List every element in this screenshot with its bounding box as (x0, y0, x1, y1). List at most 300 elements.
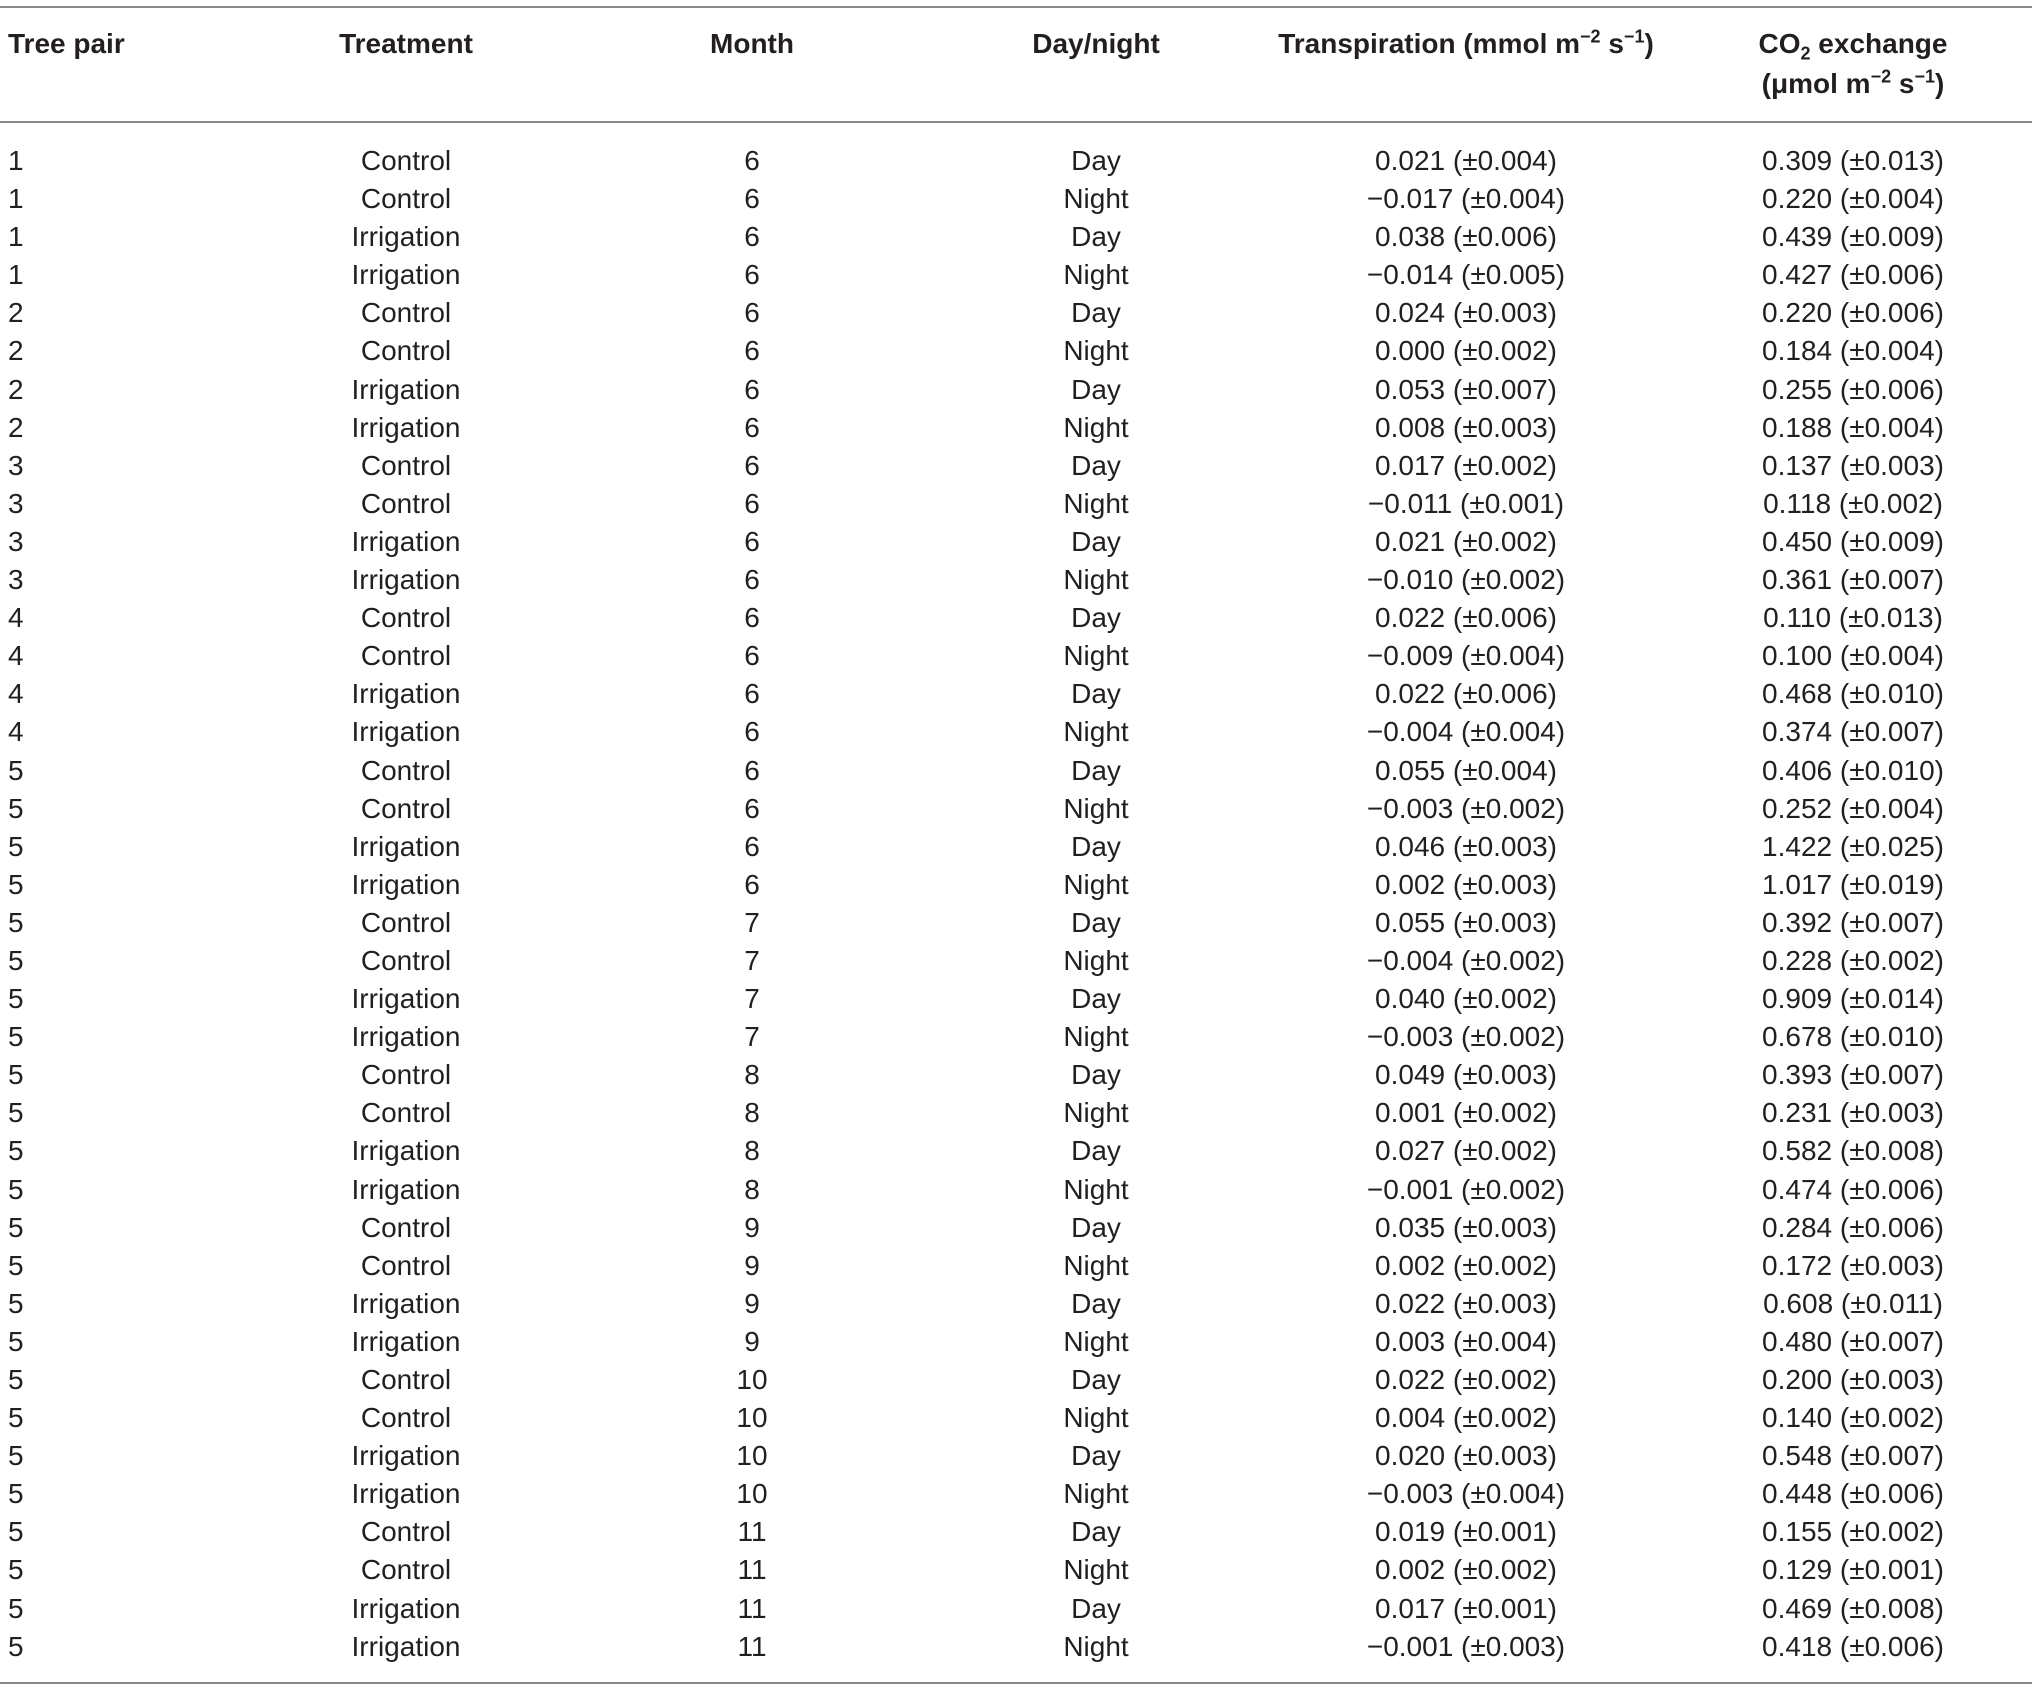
cell-month: 6 (744, 678, 760, 710)
cell-month: 6 (744, 564, 760, 596)
header-co2-line2 (1759, 64, 1948, 104)
table-row (0, 1628, 2032, 1666)
cell-co2-exchange: 0.155 (±0.002) (1762, 1516, 1944, 1548)
cell-tree-pair: 5 (8, 1440, 24, 1472)
cell-month: 7 (744, 1021, 760, 1053)
cell-tree-pair: 5 (8, 830, 24, 862)
cell-month: 9 (744, 1287, 760, 1319)
cell-month: 11 (737, 1592, 767, 1624)
cell-treatment: Irrigation (351, 1173, 461, 1205)
cell-treatment: Irrigation (351, 259, 461, 291)
cell-treatment: Control (360, 754, 452, 786)
header-transpiration-exp1: −2 (1580, 26, 1601, 47)
cell-tree-pair: 5 (8, 792, 24, 824)
cell-tree-pair: 4 (8, 640, 24, 672)
cell-treatment: Control (360, 640, 452, 672)
table-row (0, 256, 2032, 294)
cell-tree-pair: 5 (8, 906, 24, 938)
cell-treatment: Irrigation (351, 1021, 461, 1053)
cell-tree-pair: 1 (8, 221, 24, 253)
cell-treatment: Control (360, 1249, 452, 1281)
cell-transpiration: −0.009 (±0.004) (1366, 640, 1566, 672)
cell-day-night: Day (1071, 297, 1121, 329)
cell-co2-exchange: 0.439 (±0.009) (1762, 221, 1944, 253)
cell-month: 6 (744, 449, 760, 481)
table-row (0, 409, 2032, 447)
cell-transpiration: 0.055 (±0.004) (1375, 754, 1557, 786)
header-co2-unit-mid: s (1891, 68, 1915, 99)
cell-transpiration: 0.027 (±0.002) (1375, 1135, 1557, 1167)
cell-month: 6 (744, 525, 760, 557)
cell-treatment: Irrigation (351, 373, 461, 405)
table-row (0, 828, 2032, 866)
cell-month: 6 (744, 259, 760, 291)
cell-tree-pair: 5 (8, 1554, 24, 1586)
cell-co2-exchange: 0.220 (±0.006) (1762, 297, 1944, 329)
cell-transpiration: 0.001 (±0.002) (1375, 1097, 1557, 1129)
cell-day-night: Night (1063, 1630, 1129, 1662)
cell-month: 6 (744, 335, 760, 367)
cell-day-night: Night (1063, 183, 1129, 215)
table-row (0, 675, 2032, 713)
cell-co2-exchange: 0.468 (±0.010) (1762, 678, 1944, 710)
table-row (0, 523, 2032, 561)
cell-day-night: Day (1071, 449, 1121, 481)
table-row (0, 1209, 2032, 1247)
header-co2-prefix: CO (1758, 28, 1801, 59)
cell-treatment: Irrigation (351, 1630, 461, 1662)
cell-co2-exchange: 0.100 (±0.004) (1762, 640, 1944, 672)
cell-co2-exchange: 0.220 (±0.004) (1762, 183, 1944, 215)
cell-tree-pair: 5 (8, 868, 24, 900)
header-month: Month (710, 28, 794, 59)
cell-transpiration: 0.035 (±0.003) (1375, 1211, 1557, 1243)
header-co2-unit-exp1: −2 (1870, 66, 1892, 87)
cell-transpiration: 0.008 (±0.003) (1375, 411, 1557, 443)
header-co2-sub: 2 (1800, 43, 1811, 64)
cell-transpiration: 0.022 (±0.006) (1375, 602, 1557, 634)
cell-tree-pair: 5 (8, 1249, 24, 1281)
cell-treatment: Control (360, 602, 452, 634)
table-row (0, 637, 2032, 675)
table-row (0, 1590, 2032, 1628)
cell-co2-exchange: 0.450 (±0.009) (1762, 525, 1944, 557)
header-transpiration-mid: s (1600, 28, 1624, 59)
cell-month: 8 (744, 1097, 760, 1129)
cell-transpiration: 0.055 (±0.003) (1375, 906, 1557, 938)
cell-transpiration: 0.038 (±0.006) (1375, 221, 1557, 253)
cell-month: 10 (736, 1478, 768, 1510)
cell-month: 6 (744, 830, 760, 862)
cell-co2-exchange: 1.017 (±0.019) (1762, 868, 1944, 900)
header-treatment: Treatment (339, 28, 473, 59)
cell-treatment: Control (360, 1059, 452, 1091)
table-row (0, 1094, 2032, 1132)
table-row (0, 1018, 2032, 1056)
cell-transpiration: 0.017 (±0.002) (1375, 449, 1557, 481)
cell-tree-pair: 5 (8, 1173, 24, 1205)
cell-month: 10 (736, 1364, 768, 1395)
cell-month: 6 (744, 640, 760, 672)
cell-transpiration: −0.014 (±0.005) (1366, 259, 1566, 291)
table-row (0, 1247, 2032, 1285)
header-co2-line1 (1759, 24, 1948, 64)
cell-month: 11 (737, 1554, 767, 1586)
table-row (0, 1437, 2032, 1475)
header-co2-unit-exp2: −1 (1914, 66, 1935, 87)
cell-transpiration: 0.002 (±0.002) (1375, 1249, 1557, 1281)
cell-co2-exchange: 0.110 (±0.013) (1763, 602, 1943, 634)
cell-transpiration: 0.021 (±0.004) (1375, 145, 1557, 176)
cell-co2-exchange: 0.678 (±0.010) (1762, 1021, 1944, 1053)
cell-day-night: Day (1071, 1211, 1121, 1243)
cell-day-night: Day (1071, 754, 1121, 786)
cell-tree-pair: 5 (8, 944, 24, 976)
cell-transpiration: −0.004 (±0.002) (1366, 944, 1566, 976)
cell-day-night: Day (1071, 145, 1121, 176)
cell-day-night: Night (1063, 487, 1129, 519)
cell-transpiration: −0.003 (±0.002) (1366, 792, 1566, 824)
table-row (0, 980, 2032, 1018)
table-row (0, 904, 2032, 942)
cell-month: 6 (744, 754, 760, 786)
cell-day-night: Night (1063, 716, 1129, 748)
table-row (0, 142, 2032, 180)
cell-month: 10 (736, 1402, 768, 1434)
cell-month: 9 (744, 1211, 760, 1243)
header-day-night: Day/night (1032, 28, 1160, 59)
cell-day-night: Night (1063, 944, 1129, 976)
cell-transpiration: 0.022 (±0.003) (1375, 1287, 1557, 1319)
table-row (0, 218, 2032, 256)
cell-month: 6 (744, 792, 760, 824)
cell-day-night: Day (1071, 1364, 1121, 1395)
cell-treatment: Control (360, 1211, 452, 1243)
table-row (0, 1323, 2032, 1361)
cell-transpiration: 0.019 (±0.001) (1375, 1516, 1557, 1548)
cell-treatment: Irrigation (351, 868, 461, 900)
cell-co2-exchange: 0.188 (±0.004) (1762, 411, 1944, 443)
cell-tree-pair: 2 (8, 411, 24, 443)
cell-co2-exchange: 0.184 (±0.004) (1762, 335, 1944, 367)
cell-day-night: Day (1071, 678, 1121, 710)
cell-month: 7 (744, 906, 760, 938)
cell-co2-exchange: 0.172 (±0.003) (1762, 1249, 1944, 1281)
header-transpiration (1278, 24, 1654, 64)
header-transpiration-text: Transpiration (mmol m (1278, 28, 1581, 59)
cell-day-night: Day (1071, 221, 1121, 253)
header-co2-unit-end: ) (1935, 68, 1945, 99)
cell-day-night: Day (1071, 1287, 1121, 1319)
cell-day-night: Night (1063, 1402, 1129, 1434)
cell-month: 9 (744, 1249, 760, 1281)
cell-tree-pair: 5 (8, 1059, 24, 1091)
cell-tree-pair: 1 (8, 259, 24, 291)
cell-month: 8 (744, 1173, 760, 1205)
header-transpiration-exp2: −1 (1623, 26, 1645, 47)
table-row (0, 1551, 2032, 1589)
cell-treatment: Irrigation (351, 1478, 461, 1510)
cell-treatment: Control (360, 183, 452, 215)
cell-transpiration: 0.020 (±0.003) (1375, 1440, 1557, 1472)
cell-treatment: Control (360, 1364, 452, 1395)
table-row (0, 447, 2032, 485)
cell-day-night: Night (1063, 411, 1129, 443)
cell-treatment: Irrigation (351, 411, 461, 443)
table-row (0, 180, 2032, 218)
cell-co2-exchange: 0.255 (±0.006) (1762, 373, 1944, 405)
table-row (0, 1399, 2032, 1437)
table-row (0, 713, 2032, 751)
cell-co2-exchange: 0.284 (±0.006) (1762, 1211, 1944, 1243)
header-tree-pair: Tree pair (8, 28, 125, 59)
cell-month: 6 (744, 297, 760, 329)
cell-transpiration: 0.021 (±0.002) (1375, 525, 1557, 557)
cell-month: 11 (737, 1630, 767, 1662)
cell-day-night: Day (1071, 1059, 1121, 1091)
cell-month: 6 (744, 221, 760, 253)
cell-day-night: Day (1071, 1592, 1121, 1624)
table-top-rule (0, 6, 2032, 8)
cell-co2-exchange: 0.608 (±0.011) (1763, 1287, 1943, 1319)
cell-treatment: Control (360, 944, 452, 976)
table-row (0, 1171, 2032, 1209)
table-row (0, 1056, 2032, 1094)
cell-day-night: Night (1063, 868, 1129, 900)
cell-transpiration: −0.017 (±0.004) (1366, 183, 1566, 215)
cell-transpiration: −0.011 (±0.001) (1367, 487, 1565, 519)
cell-month: 7 (744, 944, 760, 976)
cell-day-night: Day (1071, 373, 1121, 405)
cell-day-night: Night (1063, 335, 1129, 367)
cell-day-night: Day (1071, 525, 1121, 557)
table-row (0, 1132, 2032, 1170)
cell-tree-pair: 5 (8, 1325, 24, 1357)
table-bottom-rule (0, 1682, 2032, 1684)
cell-tree-pair: 3 (8, 449, 24, 481)
table-header-rule (0, 121, 2032, 123)
cell-treatment: Irrigation (351, 716, 461, 748)
cell-treatment: Control (360, 1402, 452, 1434)
cell-transpiration: −0.003 (±0.002) (1366, 1021, 1566, 1053)
cell-treatment: Irrigation (351, 1592, 461, 1624)
cell-day-night: Night (1063, 564, 1129, 596)
cell-co2-exchange: 0.309 (±0.013) (1762, 145, 1944, 176)
cell-tree-pair: 5 (8, 1287, 24, 1319)
cell-co2-exchange: 0.392 (±0.007) (1762, 906, 1944, 938)
cell-tree-pair: 3 (8, 564, 24, 596)
cell-day-night: Night (1063, 1097, 1129, 1129)
table-row (0, 790, 2032, 828)
cell-treatment: Control (360, 1554, 452, 1586)
table-body (0, 142, 2032, 1666)
cell-co2-exchange: 0.228 (±0.002) (1762, 944, 1944, 976)
cell-transpiration: −0.003 (±0.004) (1366, 1478, 1566, 1510)
cell-tree-pair: 5 (8, 1516, 24, 1548)
cell-tree-pair: 5 (8, 1630, 24, 1662)
table-row (0, 294, 2032, 332)
cell-transpiration: 0.002 (±0.003) (1375, 868, 1557, 900)
cell-day-night: Night (1063, 792, 1129, 824)
cell-tree-pair: 4 (8, 678, 24, 710)
cell-month: 6 (744, 145, 760, 176)
cell-month: 6 (744, 487, 760, 519)
cell-transpiration: 0.040 (±0.002) (1375, 983, 1557, 1015)
cell-co2-exchange: 0.200 (±0.003) (1762, 1364, 1944, 1395)
table-row (0, 866, 2032, 904)
cell-transpiration: −0.010 (±0.002) (1366, 564, 1566, 596)
cell-day-night: Day (1071, 830, 1121, 862)
cell-transpiration: 0.004 (±0.002) (1375, 1402, 1557, 1434)
cell-month: 6 (744, 716, 760, 748)
table-row (0, 332, 2032, 370)
cell-transpiration: −0.001 (±0.003) (1366, 1630, 1566, 1662)
table-row (0, 371, 2032, 409)
table-row (0, 1285, 2032, 1323)
cell-co2-exchange: 0.137 (±0.003) (1762, 449, 1944, 481)
cell-treatment: Irrigation (351, 1287, 461, 1319)
cell-month: 10 (736, 1440, 768, 1472)
cell-tree-pair: 5 (8, 1135, 24, 1167)
cell-month: 8 (744, 1059, 760, 1091)
cell-tree-pair: 2 (8, 297, 24, 329)
header-transpiration-end: ) (1644, 28, 1654, 59)
cell-tree-pair: 4 (8, 716, 24, 748)
cell-treatment: Irrigation (351, 525, 461, 557)
cell-co2-exchange: 0.548 (±0.007) (1762, 1440, 1944, 1472)
cell-month: 6 (744, 183, 760, 215)
cell-month: 6 (744, 411, 760, 443)
table-row (0, 1513, 2032, 1551)
cell-co2-exchange: 0.231 (±0.003) (1762, 1097, 1944, 1129)
cell-treatment: Irrigation (351, 1440, 461, 1472)
cell-tree-pair: 5 (8, 1402, 24, 1434)
cell-treatment: Control (360, 297, 452, 329)
cell-co2-exchange: 0.469 (±0.008) (1762, 1592, 1944, 1624)
cell-treatment: Control (360, 145, 452, 176)
cell-treatment: Control (360, 792, 452, 824)
cell-transpiration: 0.022 (±0.002) (1375, 1364, 1557, 1395)
cell-tree-pair: 5 (8, 1478, 24, 1510)
cell-treatment: Irrigation (351, 830, 461, 862)
cell-treatment: Control (360, 487, 452, 519)
cell-month: 6 (744, 373, 760, 405)
cell-tree-pair: 5 (8, 1592, 24, 1624)
cell-treatment: Irrigation (351, 678, 461, 710)
cell-transpiration: −0.001 (±0.002) (1366, 1173, 1566, 1205)
cell-transpiration: −0.004 (±0.004) (1366, 716, 1566, 748)
cell-day-night: Day (1071, 906, 1121, 938)
cell-treatment: Control (360, 449, 452, 481)
cell-day-night: Night (1063, 640, 1129, 672)
cell-treatment: Control (360, 1097, 452, 1129)
table-row (0, 1361, 2032, 1399)
cell-day-night: Night (1063, 1554, 1129, 1586)
cell-co2-exchange: 0.474 (±0.006) (1762, 1173, 1944, 1205)
header-co2-unit: (μmol m (1761, 68, 1871, 99)
cell-treatment: Irrigation (351, 1325, 461, 1357)
cell-treatment: Irrigation (351, 564, 461, 596)
cell-co2-exchange: 0.480 (±0.007) (1762, 1325, 1944, 1357)
cell-treatment: Control (360, 1516, 452, 1548)
cell-tree-pair: 5 (8, 983, 24, 1015)
cell-month: 11 (737, 1516, 767, 1548)
cell-co2-exchange: 0.361 (±0.007) (1762, 564, 1944, 596)
cell-treatment: Irrigation (351, 221, 461, 253)
cell-transpiration: 0.046 (±0.003) (1375, 830, 1557, 862)
cell-co2-exchange: 0.427 (±0.006) (1762, 259, 1944, 291)
table-row (0, 752, 2032, 790)
cell-day-night: Day (1071, 983, 1121, 1015)
cell-co2-exchange: 0.448 (±0.006) (1762, 1478, 1944, 1510)
table-row (0, 942, 2032, 980)
table-row (0, 1475, 2032, 1513)
cell-treatment: Control (360, 906, 452, 938)
cell-transpiration: 0.002 (±0.002) (1375, 1554, 1557, 1586)
table-row (0, 561, 2032, 599)
cell-co2-exchange: 0.393 (±0.007) (1762, 1059, 1944, 1091)
cell-co2-exchange: 0.582 (±0.008) (1762, 1135, 1944, 1167)
cell-day-night: Day (1071, 1135, 1121, 1167)
cell-tree-pair: 5 (8, 1021, 24, 1053)
cell-month: 6 (744, 868, 760, 900)
cell-co2-exchange: 0.118 (±0.002) (1763, 487, 1943, 519)
cell-month: 9 (744, 1325, 760, 1357)
table-row (0, 485, 2032, 523)
cell-transpiration: 0.024 (±0.003) (1375, 297, 1557, 329)
cell-transpiration: 0.053 (±0.007) (1375, 373, 1557, 405)
cell-month: 8 (744, 1135, 760, 1167)
cell-co2-exchange: 0.140 (±0.002) (1762, 1402, 1944, 1434)
cell-day-night: Day (1071, 1440, 1121, 1472)
cell-treatment: Control (360, 335, 452, 367)
table-header (0, 24, 2032, 114)
cell-tree-pair: 2 (8, 373, 24, 405)
cell-month: 7 (744, 983, 760, 1015)
cell-co2-exchange: 1.422 (±0.025) (1762, 830, 1944, 862)
cell-co2-exchange: 0.418 (±0.006) (1762, 1630, 1944, 1662)
cell-tree-pair: 5 (8, 1097, 24, 1129)
cell-tree-pair: 1 (8, 145, 24, 176)
cell-co2-exchange: 0.909 (±0.014) (1762, 983, 1944, 1015)
cell-tree-pair: 2 (8, 335, 24, 367)
cell-co2-exchange: 0.406 (±0.010) (1762, 754, 1944, 786)
cell-tree-pair: 4 (8, 602, 24, 634)
cell-transpiration: 0.049 (±0.003) (1375, 1059, 1557, 1091)
cell-treatment: Irrigation (351, 983, 461, 1015)
cell-tree-pair: 3 (8, 487, 24, 519)
cell-co2-exchange: 0.374 (±0.007) (1762, 716, 1944, 748)
cell-day-night: Night (1063, 1021, 1129, 1053)
cell-day-night: Night (1063, 1325, 1129, 1357)
cell-co2-exchange: 0.129 (±0.001) (1762, 1554, 1944, 1586)
header-co2-exchange (1759, 24, 1948, 104)
cell-tree-pair: 1 (8, 183, 24, 215)
cell-tree-pair: 5 (8, 754, 24, 786)
cell-day-night: Day (1071, 1516, 1121, 1548)
cell-tree-pair: 5 (8, 1211, 24, 1243)
header-co2-suffix: exchange (1810, 28, 1948, 59)
cell-day-night: Night (1063, 259, 1129, 291)
cell-transpiration: 0.003 (±0.004) (1375, 1325, 1557, 1357)
cell-tree-pair: 3 (8, 525, 24, 557)
cell-transpiration: 0.022 (±0.006) (1375, 678, 1557, 710)
cell-day-night: Night (1063, 1173, 1129, 1205)
cell-day-night: Night (1063, 1478, 1129, 1510)
cell-month: 6 (744, 602, 760, 634)
cell-transpiration: 0.017 (±0.001) (1375, 1592, 1557, 1624)
cell-co2-exchange: 0.252 (±0.004) (1762, 792, 1944, 824)
